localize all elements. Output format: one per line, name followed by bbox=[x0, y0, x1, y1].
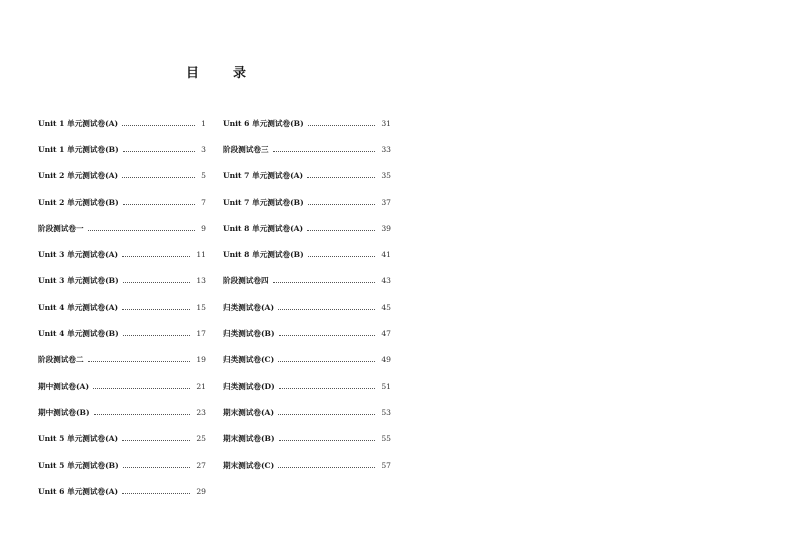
toc-dot-leader bbox=[122, 492, 190, 494]
toc-dot-leader bbox=[307, 229, 375, 231]
toc-entry[interactable] bbox=[38, 294, 206, 320]
toc-entry-page-number: 51 bbox=[381, 381, 391, 391]
toc-entry[interactable] bbox=[223, 373, 391, 399]
toc-entry-page-number: 19 bbox=[196, 355, 206, 365]
toc-entry[interactable] bbox=[223, 189, 391, 215]
toc-entry-page-number: 11 bbox=[196, 250, 206, 260]
toc-entry-label: Unit 5 单元测试卷(B) bbox=[38, 460, 119, 470]
toc-entry-page-number: 21 bbox=[196, 381, 206, 391]
toc-entry[interactable] bbox=[223, 294, 391, 320]
toc-dot-leader bbox=[278, 413, 375, 415]
toc-entry-label: 归类测试卷(D) bbox=[223, 381, 275, 391]
toc-right-column bbox=[223, 110, 391, 478]
toc-dot-leader bbox=[122, 124, 195, 126]
toc-entry[interactable] bbox=[38, 399, 206, 425]
toc-entry[interactable] bbox=[223, 268, 391, 294]
toc-entry-label: 阶段测试卷三 bbox=[223, 144, 269, 154]
toc-entry-page-number: 25 bbox=[196, 434, 206, 444]
toc-dot-leader bbox=[88, 229, 196, 231]
toc-entry-page-number: 5 bbox=[201, 171, 206, 181]
toc-entry-label: 期中测试卷(B) bbox=[38, 407, 90, 417]
toc-entry[interactable] bbox=[223, 215, 391, 241]
toc-entry-label: Unit 4 单元测试卷(B) bbox=[38, 329, 119, 339]
toc-dot-leader bbox=[122, 255, 190, 257]
toc-entry[interactable] bbox=[223, 241, 391, 267]
toc-entry[interactable] bbox=[223, 136, 391, 162]
toc-entry-label: Unit 8 单元测试卷(B) bbox=[223, 250, 304, 260]
toc-entry-page-number: 45 bbox=[381, 302, 391, 312]
toc-dot-leader bbox=[307, 176, 375, 178]
toc-entry[interactable] bbox=[223, 399, 391, 425]
toc-dot-leader bbox=[123, 466, 191, 468]
toc-entry-label: Unit 8 单元测试卷(A) bbox=[223, 223, 304, 233]
toc-entry-page-number: 17 bbox=[196, 329, 206, 339]
toc-entry-page-number: 47 bbox=[381, 329, 391, 339]
toc-entry-label: 归类测试卷(A) bbox=[223, 302, 275, 312]
toc-entry-label: Unit 3 单元测试卷(B) bbox=[38, 276, 119, 286]
toc-dot-leader bbox=[93, 387, 190, 389]
toc-dot-leader bbox=[122, 176, 195, 178]
toc-entry-page-number: 13 bbox=[196, 276, 206, 286]
toc-left-column bbox=[38, 110, 206, 504]
toc-dot-leader bbox=[122, 439, 190, 441]
toc-dot-leader bbox=[94, 413, 191, 415]
toc-entry[interactable] bbox=[38, 110, 206, 136]
toc-entry-label: Unit 6 单元测试卷(A) bbox=[38, 486, 119, 496]
toc-entry-label: Unit 6 单元测试卷(B) bbox=[223, 118, 304, 128]
toc-entry[interactable] bbox=[38, 426, 206, 452]
toc-dot-leader bbox=[123, 150, 195, 152]
toc-entry-page-number: 43 bbox=[381, 276, 391, 286]
toc-entry-page-number: 1 bbox=[201, 118, 206, 128]
toc-entry[interactable] bbox=[38, 163, 206, 189]
page-title bbox=[186, 62, 246, 81]
toc-entry-label: Unit 2 单元测试卷(A) bbox=[38, 171, 119, 181]
toc-entry-page-number: 39 bbox=[381, 223, 391, 233]
toc-entry-page-number: 53 bbox=[381, 407, 391, 417]
toc-entry-page-number: 27 bbox=[196, 460, 206, 470]
toc-entry[interactable] bbox=[223, 320, 391, 346]
toc-entry-page-number: 23 bbox=[196, 407, 206, 417]
toc-entry-page-number: 37 bbox=[381, 197, 391, 207]
toc-entry-page-number: 55 bbox=[381, 434, 391, 444]
toc-dot-leader bbox=[308, 203, 376, 205]
toc-entry-page-number: 7 bbox=[201, 197, 206, 207]
toc-entry-label: 阶段测试卷一 bbox=[38, 223, 84, 233]
toc-dot-leader bbox=[123, 334, 191, 336]
toc-entry-page-number: 49 bbox=[381, 355, 391, 365]
toc-entry-label: 期末测试卷(C) bbox=[223, 460, 275, 470]
title-char-1: 目 bbox=[186, 66, 200, 81]
toc-entry-page-number: 31 bbox=[381, 118, 391, 128]
toc-dot-leader bbox=[278, 360, 375, 362]
title-char-2: 录 bbox=[232, 66, 246, 81]
toc-entry-label: Unit 1 单元测试卷(B) bbox=[38, 144, 119, 154]
toc-entry-label: Unit 7 单元测试卷(A) bbox=[223, 171, 304, 181]
toc-dot-leader bbox=[88, 360, 191, 362]
toc-entry[interactable] bbox=[223, 110, 391, 136]
toc-entry[interactable] bbox=[38, 136, 206, 162]
toc-entry-label: Unit 7 单元测试卷(B) bbox=[223, 197, 304, 207]
toc-entry-label: Unit 5 单元测试卷(A) bbox=[38, 434, 119, 444]
toc-entry[interactable] bbox=[38, 215, 206, 241]
toc-entry[interactable] bbox=[223, 163, 391, 189]
toc-entry-label: Unit 1 单元测试卷(A) bbox=[38, 118, 119, 128]
toc-dot-leader bbox=[123, 203, 195, 205]
toc-entry-label: Unit 4 单元测试卷(A) bbox=[38, 302, 119, 312]
toc-entry-label: 归类测试卷(B) bbox=[223, 329, 275, 339]
toc-entry-page-number: 35 bbox=[381, 171, 391, 181]
toc-entry[interactable] bbox=[38, 241, 206, 267]
toc-entry-page-number: 41 bbox=[381, 250, 391, 260]
toc-entry-label: 期末测试卷(A) bbox=[223, 407, 275, 417]
toc-dot-leader bbox=[123, 281, 191, 283]
toc-dot-leader bbox=[308, 124, 376, 126]
toc-entry[interactable] bbox=[38, 373, 206, 399]
toc-entry-label: 期中测试卷(A) bbox=[38, 381, 90, 391]
toc-entry[interactable] bbox=[38, 320, 206, 346]
toc-entry[interactable] bbox=[223, 426, 391, 452]
toc-entry[interactable] bbox=[38, 478, 206, 504]
toc-dot-leader bbox=[279, 334, 376, 336]
toc-entry[interactable] bbox=[38, 189, 206, 215]
toc-entry-page-number: 33 bbox=[381, 144, 391, 154]
toc-entry-page-number: 9 bbox=[201, 223, 206, 233]
toc-entry-page-number: 29 bbox=[196, 486, 206, 496]
toc-entry-label: Unit 2 单元测试卷(B) bbox=[38, 197, 119, 207]
toc-entry-page-number: 15 bbox=[196, 302, 206, 312]
toc-entry-label: 阶段测试卷四 bbox=[223, 276, 269, 286]
toc-entry-page-number: 3 bbox=[201, 144, 206, 154]
toc-dot-leader bbox=[279, 439, 376, 441]
toc-entry-label: 归类测试卷(C) bbox=[223, 355, 275, 365]
toc-dot-leader bbox=[273, 150, 376, 152]
toc-dot-leader bbox=[279, 387, 376, 389]
toc-entry[interactable] bbox=[223, 347, 391, 373]
toc-dot-leader bbox=[122, 308, 190, 310]
toc-dot-leader bbox=[308, 255, 376, 257]
toc-entry-label: Unit 3 单元测试卷(A) bbox=[38, 250, 119, 260]
toc-dot-leader bbox=[273, 281, 376, 283]
toc-entry[interactable] bbox=[223, 452, 391, 478]
toc-entry[interactable] bbox=[38, 452, 206, 478]
toc-dot-leader bbox=[278, 466, 375, 468]
toc-entry[interactable] bbox=[38, 347, 206, 373]
toc-entry-label: 期末测试卷(B) bbox=[223, 434, 275, 444]
toc-dot-leader bbox=[278, 308, 375, 310]
toc-entry-page-number: 57 bbox=[381, 460, 391, 470]
toc-entry[interactable] bbox=[38, 268, 206, 294]
toc-entry-label: 阶段测试卷二 bbox=[38, 355, 84, 365]
